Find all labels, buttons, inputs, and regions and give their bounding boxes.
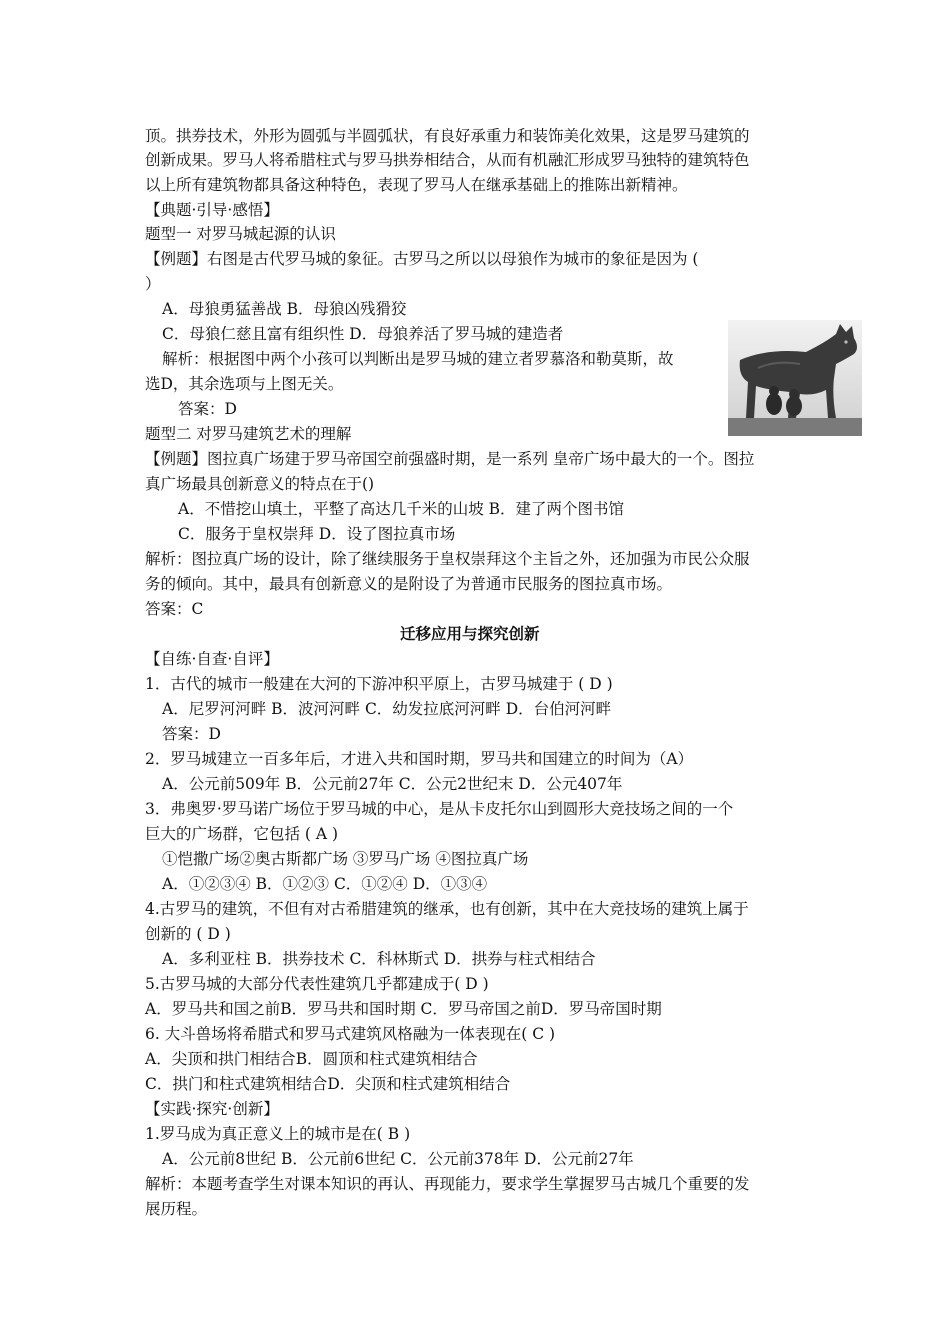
options-line: A．①②③④ B．①②③ C．①②④ D．①③④ [162,875,488,893]
analysis: 解析：图拉真广场的设计，除了继续服务于皇权崇拜这个主旨之外，还加强为市民公众服 [145,550,750,568]
analysis: 解析：根据图中两个小孩可以判断出是罗马城的建立者罗慕洛和勒莫斯，故 [162,350,674,368]
text-line: 创新的 ( D ) [145,925,231,943]
capitoline-wolf-image [728,320,862,436]
question: 1.罗马成为真正意义上的城市是在( B ) [145,1125,411,1143]
text-line: 巨大的广场群，它包括 ( A ) [145,825,339,843]
section-heading: 【自练·自查·自评】 [145,650,279,668]
section-heading: 【实践·探究·创新】 [145,1100,279,1118]
question: 3．弗奥罗·罗马诺广场位于罗马城的中心，是从卡皮托尔山到圆形大竞技场之间的一个 [145,800,734,818]
items-line: ①恺撒广场②奥古斯都广场 ③罗马广场 ④图拉真广场 [162,850,529,868]
answer: 答案：C [145,600,204,618]
options-line: A．母狼勇猛善战 B．母狼凶残猾狡 [162,300,407,318]
text-line: 展历程。 [145,1200,208,1218]
text-line: 创新成果。罗马人将希腊柱式与罗马拱券相结合，从而有机融汇形成罗马独特的建筑特色 [145,151,750,169]
question: 4.古罗马的建筑，不但有对古希腊建筑的继承，也有创新，其中在大竞技场的建筑上属于 [145,900,749,918]
options-line: A．罗马共和国之前B．罗马共和国时期 C．罗马帝国之前D．罗马帝国时期 [145,1000,662,1018]
question: 5.古罗马城的大部分代表性建筑几乎都建成于( D ) [145,975,489,993]
question-type-heading: 题型一 对罗马城起源的认识 [145,225,336,243]
question-type-heading: 题型二 对罗马建筑艺术的理解 [145,425,352,443]
text-line: ） [145,275,161,293]
text-line: 选D，其余选项与上图无关。 [145,375,344,393]
options-line: C．母狼仁慈且富有组织性 D．母狼养活了罗马城的建造者 [162,325,564,343]
options-line: A．不惜挖山填土，平整了高达几千米的山坡 B．建了两个图书馆 [178,500,625,518]
text-line: 顶。拱券技术，外形为圆弧与半圆弧状，有良好承重力和装饰美化效果，这是罗马建筑的 [145,127,750,145]
options-line: C．拱门和柱式建筑相结合D．尖顶和柱式建筑相结合 [145,1075,511,1093]
analysis: 解析：本题考查学生对课本知识的再认、再现能力，要求学生掌握罗马古城几个重要的发 [145,1175,750,1193]
section-title: 迁移应用与探究创新 [400,624,540,643]
options-line: C．服务于皇权崇拜 D．设了图拉真市场 [178,525,456,543]
options-line: A．公元前509年 B．公元前27年 C．公元2世纪末 D．公元407年 [162,775,623,793]
question: 1．古代的城市一般建在大河的下游冲积平原上，古罗马城建于 ( D ) [145,675,613,693]
text-line: 以上所有建筑物都具备这种特色，表现了罗马人在继承基础上的推陈出新精神。 [145,176,688,194]
options-line: A．尼罗河河畔 B．波河河畔 C．幼发拉底河河畔 D．台伯河河畔 [162,700,612,718]
text-line: 务的倾向。其中，最具有创新意义的是附设了为普通市民服务的图拉真市场。 [145,575,673,593]
options-line: A．多利亚柱 B．拱券技术 C．科林斯式 D．拱券与柱式相结合 [162,950,596,968]
answer: 答案：D [162,725,221,743]
text-line: 真广场最具创新意义的特点在于() [145,475,375,493]
options-line: A．公元前8世纪 B．公元前6世纪 C．公元前378年 D．公元前27年 [162,1150,634,1168]
section-heading: 【典题·引导·感悟】 [145,201,279,219]
options-line: A．尖顶和拱门相结合B．圆顶和柱式建筑相结合 [145,1050,478,1068]
example-question: 【例题】图拉真广场建于罗马帝国空前强盛时期，是一系列 皇帝广场中最大的一个。图拉 [145,450,755,468]
question: 2．罗马城建立一百多年后，才进入共和国时期，罗马共和国建立的时间为（A） [145,750,694,768]
example-question: 【例题】右图是古代罗马城的象征。古罗马之所以以母狼作为城市的象征是因为 ( [145,250,699,268]
answer: 答案：D [178,400,237,418]
question: 6. 大斗兽场将希腊式和罗马式建筑风格融为一体表现在( C ) [145,1025,556,1043]
